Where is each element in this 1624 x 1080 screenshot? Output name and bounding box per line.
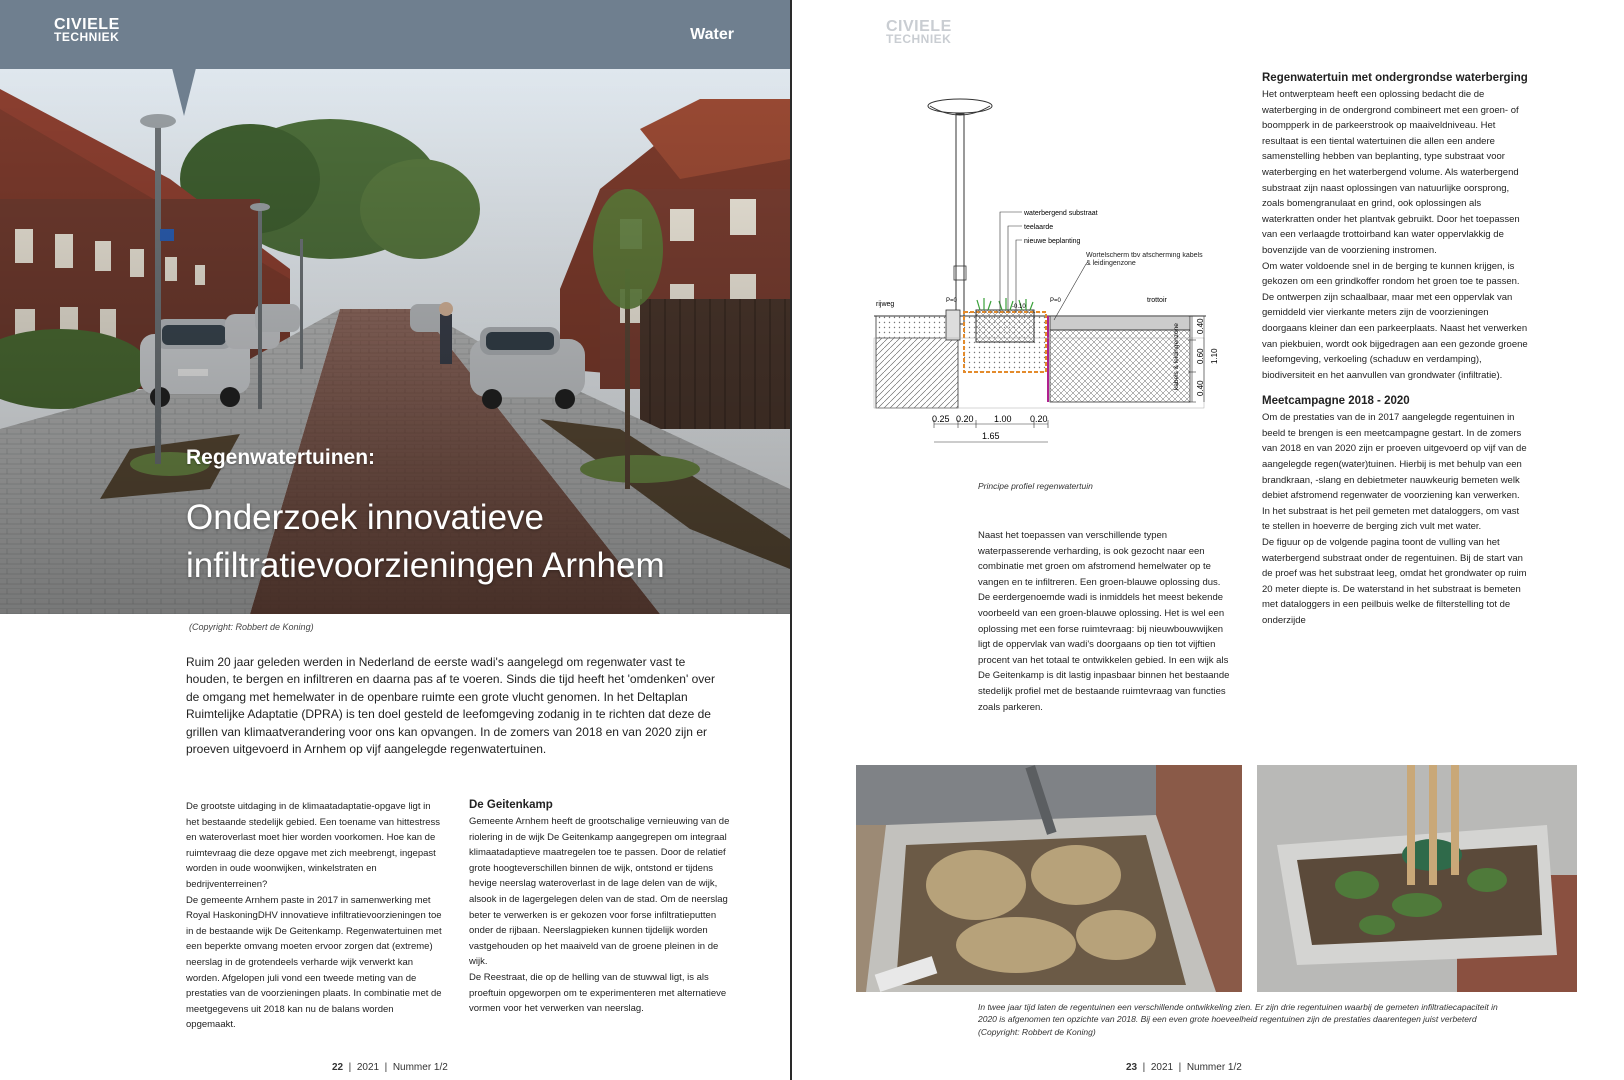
dim-v2: 0.60 [1196, 348, 1205, 364]
article-headline [186, 494, 766, 590]
photo-regentuin-1 [856, 765, 1242, 992]
photo-2-illustration [1257, 765, 1577, 992]
photo-regentuin-2 [1257, 765, 1577, 992]
dim-v3: 0.40 [1196, 380, 1205, 396]
paragraph: Om de prestaties van de in 2017 aangelegde regentuinen in beeld te brengen is een meetcampagne gestart. In de zomers van 2018 en van 2020 zijn er proeven uitgevoerd op vijf van de aangelegde regen(water)tuinen. Hierbij is met behulp van een brandkraan, -slang en debietmeter nauwkeurig bemeten welk debiet afstromend regenwater de voorziening kan verwerken. In het substraat is het peil gemeten met dataloggers, om vast te stellen in hoeverre de berging zich vult met water. [1262, 412, 1527, 533]
paragraph: De grootste uitdaging in de klimaatadaptatie-opgave ligt in het bestaande stedelijk gebied. Een toename van hittestress en wateroverlast moet hier worden voorkomen. Hoe kan de ruimtevraag die deze opgave met zich meebrengt, ingepast worden in oude woonwijken, winkelstraten en bedrijventerreinen? [186, 801, 441, 890]
left-column-1 [186, 799, 442, 1033]
label-road: rijweg [876, 301, 895, 308]
folio-year: 2021 [356, 1062, 380, 1073]
dim-vtotal: 1.10 [1210, 348, 1219, 364]
page-number: 22 [332, 1062, 344, 1073]
folio-sep: | [1175, 1062, 1185, 1073]
folio-year: 2021 [1150, 1062, 1174, 1073]
section-tag: Water [690, 26, 734, 43]
label-topsoil: teelaarde [1024, 224, 1054, 231]
magazine-logo [886, 20, 952, 45]
article-intro: Ruim 20 jaar geleden werden in Nederland de eerste wadi's aangelegd om regenwater vast te houden, te bergen en infiltreren en daarna pas af te voeren. Sinds die tijd heeft het 'omdenken' over de omgang met hemelwater in de openbare ruimte een grote vlucht genomen. In het Deltaplan Ruimtelijke Adaptatie (DPRA) is ten doel gesteld de leefomgeving zodanig in te richten dat deze de grillen van klimaatverandering voor ons kan opvangen. In de zomers van 2018 en van 2020 zijn er proeven uitgevoerd in Arnhem op vijf aangelegde regenwatertuinen. [186, 655, 715, 757]
paragraph: Om water voldoende snel in de berging te kunnen krijgen, is gekozen om een grindkoffer rondom het groen toe te passen. De ontwerpen zijn schaalbaar, maar met een oppervlak van gemiddeld vier vierkante meters zijn de voorzieningen doorgaans kleiner dan een parkeerplaats. Naast het verwerken van piekbuien, wordt ook bijgedragen aan een gezonde groene leefomgeving, verkoeling (schaduw en verdamping), biodiversiteit en het aanvullen van grondwater (infiltratie). [1262, 260, 1528, 381]
right-column-1 [978, 528, 1234, 715]
page-number: 23 [1126, 1062, 1138, 1073]
magazine-logo [54, 18, 120, 43]
headline-line-1: Onderzoek innovatieve [186, 498, 544, 537]
header-notch [172, 68, 196, 116]
section-heading-regenwatertuin: Regenwatertuin met ondergrondse waterberging [1262, 72, 1528, 84]
right-column-2 [1262, 70, 1528, 629]
dim-v1: 0.40 [1196, 318, 1205, 334]
logo-line-1: CIVIELE [886, 18, 952, 35]
figure-caption: Principe profiel regenwatertuin [978, 481, 1093, 491]
label-p0-right: P=0 [1050, 298, 1061, 304]
dim-h4: 0.20 [1030, 414, 1048, 424]
label-level: -0.10 [1012, 304, 1026, 310]
label-root-screen-wrap [1086, 252, 1206, 276]
paragraph: Het ontwerpteam heeft een oplossing bedacht die de waterberging in de ondergrond combineert met een groen- of boompperk in de parkeerstrook op maaiveldniveau. Het resultaat is een tiental watertuinen die allen een andere samenstelling hebben van beplanting, type substraat voor waterberging en het waterbergend volume. Als waterbergend substraat zijn naast oplossingen van natuurlijke oorsprong, zoals bomengranulaat en grind, ook oplossingen als waterkratten onder het plantvak gebruikt. Door het toepassen van een verlaagde trottoirband kan water oppervlakkig de bovenzijde van de voorziening instromen. [1262, 89, 1520, 256]
label-root-screen: Wortelscherm tbv afscherming kabels & leidingenzone [1086, 252, 1203, 267]
dim-h2: 0.20 [956, 414, 974, 424]
folio-sep: | [345, 1062, 355, 1073]
dim-total: 1.65 [982, 431, 1000, 441]
paragraph: De gemeente Arnhem paste in 2017 in samenwerking met Royal HaskoningDHV innovatieve infiltratievoorzieningen toe in de bestaande wijk De Geitenkamp. Regenwatertuinen met een beperkte omvang moeten ervoor zorgen dat (extreme) neerslag in de grotendeels verharde wijk verwerkt kan worden. Afgelopen juli vond een tweede meting van de prestaties van de voorzieningen plaats. In combinatie met de meetgegevens uit 2018 kan nu de balans worden opgemaakt. [186, 894, 442, 1031]
label-cable-zone: kabels & leidingenzone [1173, 323, 1180, 390]
logo-line-2: TECHNIEK [54, 30, 120, 45]
left-column-2 [469, 797, 731, 1017]
page-folio-right [1126, 1062, 1242, 1073]
dim-h3: 1.00 [994, 414, 1012, 424]
article-kicker: Regenwatertuinen: [186, 446, 376, 469]
section-heading-meetcampagne: Meetcampagne 2018 - 2020 [1262, 395, 1410, 408]
label-planting: nieuwe beplanting [1024, 238, 1081, 245]
logo-line-2: TECHNIEK [886, 32, 952, 47]
folio-sep: | [1139, 1062, 1149, 1073]
logo-line-1: CIVIELE [54, 16, 120, 33]
technical-drawing-profile [872, 90, 1228, 450]
dim-h1: 0.25 [932, 414, 950, 424]
folio-issue: Nummer 1/2 [392, 1062, 448, 1073]
folio-issue: Nummer 1/2 [1186, 1062, 1242, 1073]
page-folio-left [332, 1062, 448, 1073]
paragraph: Gemeente Arnhem heeft de grootschalige vernieuwing van de riolering in de wijk De Geitenkamp aangegrepen om integraal klimaatadaptieve maatregelen toe te passen. Door de relatief grote hoogteverschillen binnen de wijk, ontstond er tijdens hevige neerslag wateroverlast in de lage delen van de wijk, alsook in de lagergelegen delen van de stad. Om de neerslag beter te verwerken is er gekozen voor forse infiltratieputten onder de rijbaan. Neerslagpieken kunnen tijdelijk worden vastgehouden op het maaiveld van de groene pleinen in de wijk. [469, 816, 730, 968]
photo-1-illustration [856, 765, 1242, 992]
headline-line-2: infiltratievoorzieningen Arnhem [186, 546, 665, 585]
magazine-page-left [0, 0, 790, 1080]
paragraph: De Reestraat, die op de helling van de stuwwal ligt, is als proeftuin opgeworpen om te experimenteren met alternatieve vormen voor het verwerken van neerslag. [469, 971, 727, 1015]
hero-photo-credit: (Copyright: Robbert de Koning) [189, 622, 314, 632]
section-heading-geitenkamp: De Geitenkamp [469, 799, 553, 811]
paragraph: De figuur op de volgende pagina toont de vulling van het waterbergend substraat onder de regentuinen. Bij de start van de proef was het substraat leeg, omdat het grondwater op ruim 20 meter diepte is. De waterstand in het substraat is bemeten met dataloggers in een peilbuis welke de filterstelling tot de onderzijde [1262, 537, 1527, 626]
paragraph: Naast het toepassen van verschillende typen waterpasserende verharding, is ook gezocht naar een combinatie met groen om afstromend hemelwater op te vangen en te infiltreren. Een groen-blauwe oplossing dus. De eerdergenoemde wadi is inmiddels het meest bekende voorbeeld van een groen-blauwe oplossing. Het is wel een oplossing met een forse ruimtevraag: bij nieuwbouwwijken ligt de oppervlak van wadi's doorgaans op tien tot vijftien procent van het totaal te ontwikkelen gebied. In een wijk als De Geitenkamp is dit lastig inpasbaar binnen het bestaande stedelijk profiel met de bestaande ruimtevraag van functies zoals parkeren. [978, 530, 1230, 713]
photos-caption: In twee jaar tijd laten de regentuinen een verschillende ontwikkeling zien. Er zijn drie regentuinen waarbij de gemeten infiltratiecapaciteit in 2020 is afgenomen ten opzichte van 2018. Bij een even grote hoeveelheid regentuinen zijn de prestaties daarentegen juist verbeterd (Copyright: Robbert de Koning) [978, 1002, 1498, 1037]
folio-sep: | [381, 1062, 391, 1073]
label-p0-left: P=0 [946, 298, 957, 304]
label-substrate: waterbergend substraat [1024, 210, 1098, 217]
label-sidewalk: trottoir [1147, 297, 1167, 304]
cross-section-svg [872, 90, 1228, 450]
